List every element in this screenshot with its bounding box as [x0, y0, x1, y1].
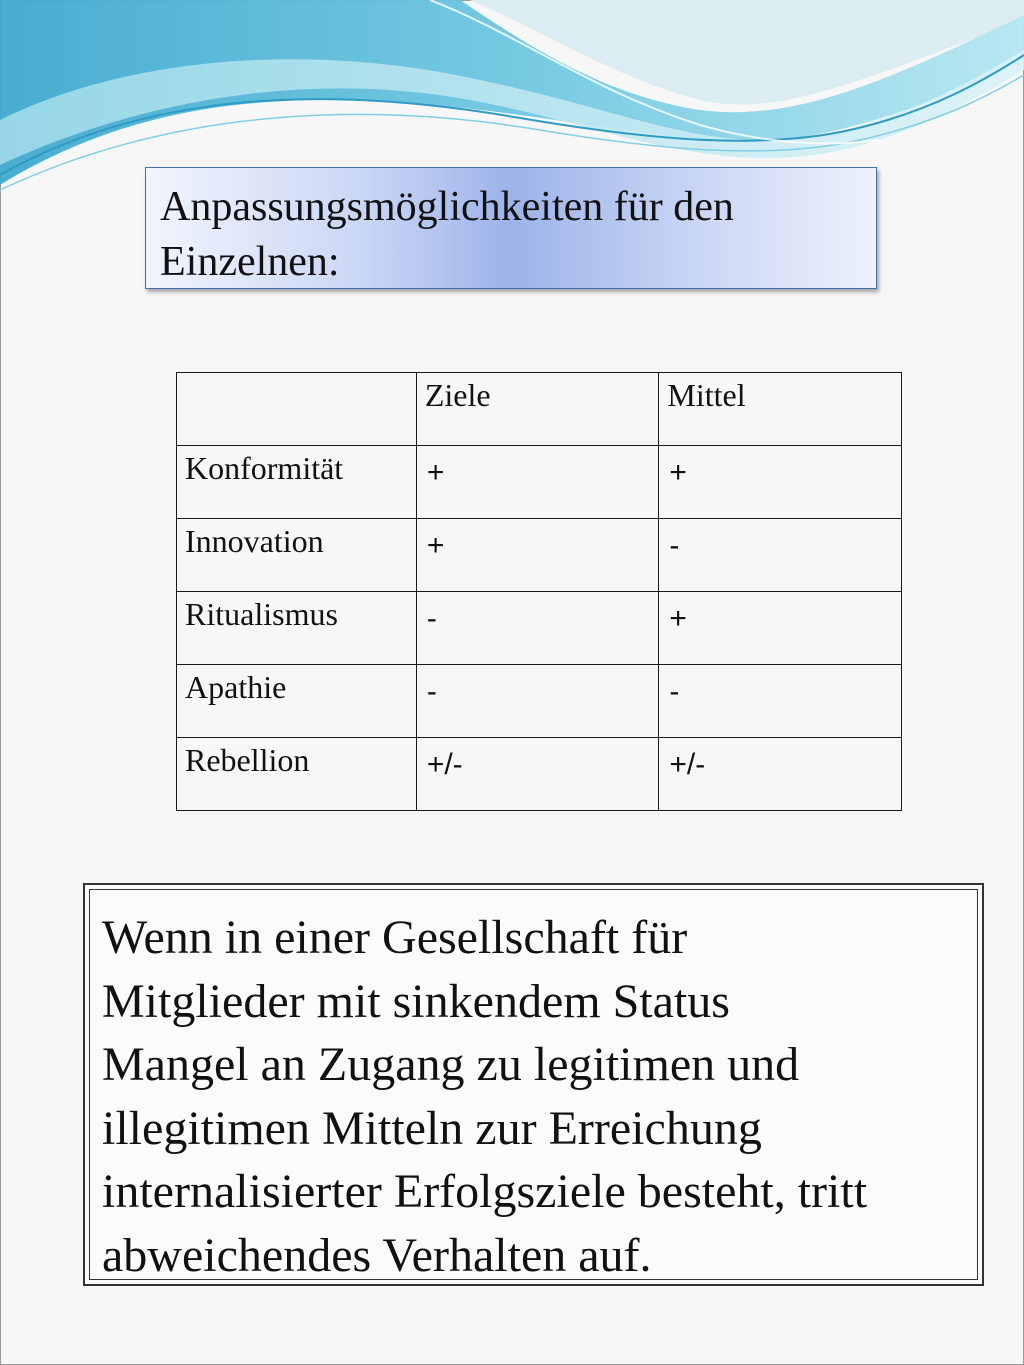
ziele-cell: -: [416, 592, 659, 665]
header-cell-ziele: Ziele: [416, 373, 659, 446]
row-label: Ritualismus: [177, 592, 417, 665]
mittel-cell: +: [659, 592, 902, 665]
table-row: [177, 519, 902, 592]
table-row: [177, 665, 902, 738]
table-row: [177, 592, 902, 665]
ziele-cell: +: [416, 446, 659, 519]
mittel-cell: +/-: [659, 738, 902, 811]
title-box: [145, 167, 877, 289]
ziele-cell: +/-: [416, 738, 659, 811]
statement-text: [102, 906, 965, 1287]
ziele-cell: -: [416, 665, 659, 738]
statement-line: Mangel an Zugang zu legitimen und: [102, 1038, 800, 1091]
title-line-1: Anpassungsmöglichkeiten für den: [160, 184, 734, 230]
statement-box: [83, 883, 984, 1286]
table-header-row: [177, 373, 902, 446]
row-label: Innovation: [177, 519, 417, 592]
statement-line: Wenn in einer Gesellschaft für: [102, 911, 688, 964]
mittel-cell: -: [659, 519, 902, 592]
statement-line: Mitglieder mit sinkendem Status: [102, 974, 730, 1028]
mittel-cell: +: [659, 446, 902, 519]
title-heading: [160, 180, 862, 290]
mittel-cell: -: [659, 665, 902, 738]
table-row: [177, 738, 902, 811]
row-label: Apathie: [177, 665, 417, 738]
statement-inner-frame: [89, 889, 978, 1280]
statement-line: internalisierter Erfolgsziele besteht, tritt: [102, 1165, 868, 1218]
adaptation-table: [176, 372, 902, 811]
title-line-2: Einzelnen:: [160, 239, 340, 285]
header-cell-mittel: Mittel: [659, 373, 902, 446]
row-label: Konformität: [177, 446, 417, 519]
ziele-cell: +: [416, 519, 659, 592]
row-label: Rebellion: [177, 738, 417, 811]
statement-line: abweichendes Verhalten auf.: [102, 1228, 652, 1282]
header-cell-empty: [177, 373, 417, 446]
table-row: [177, 446, 902, 519]
statement-line: illegitimen Mitteln zur Erreichung: [102, 1101, 762, 1155]
